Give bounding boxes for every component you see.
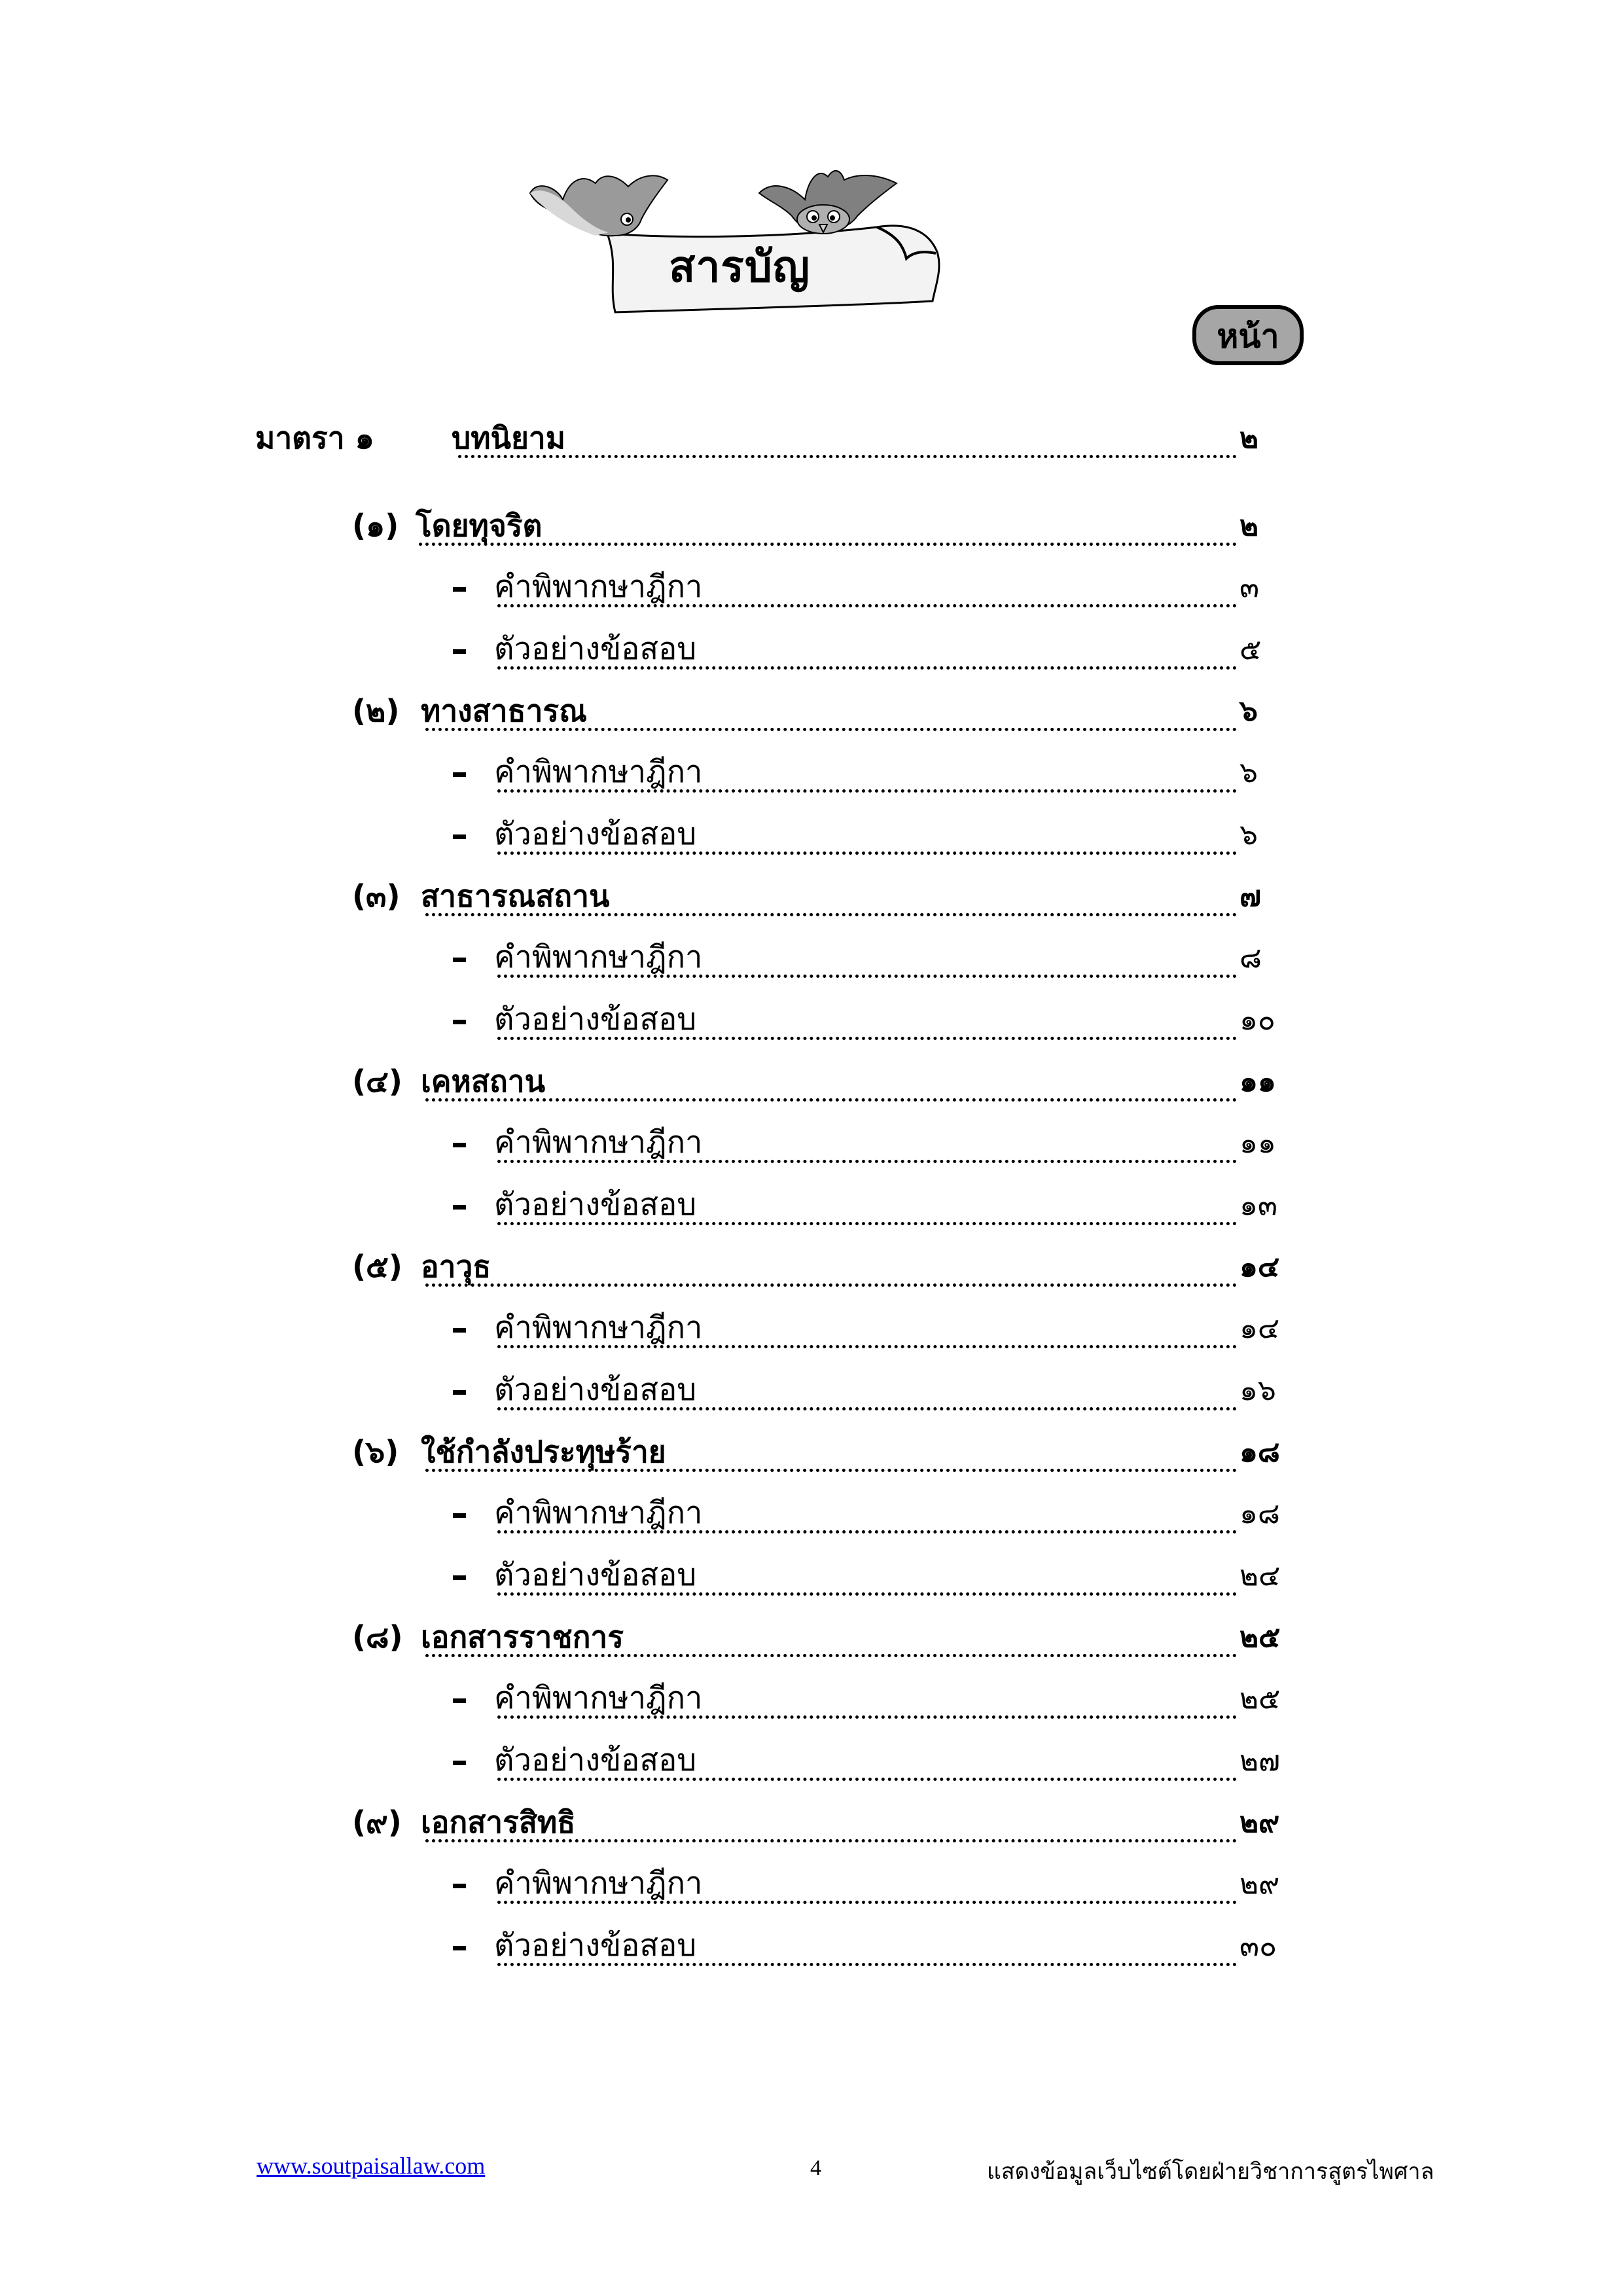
toc-subitem-row[interactable] [0,992,1623,1044]
page-number: ๒๗ [1240,1744,1281,1778]
page-number: ๒๙ [1240,1867,1280,1901]
page-number: ๒๙ [1240,1806,1280,1839]
toc-subitem-row[interactable] [0,929,1623,982]
page-number: ๖ [1240,756,1258,789]
dot-leader [425,1283,1237,1287]
toc-subitem-row[interactable] [0,1732,1623,1785]
item-title: ทางสาธารณ [421,696,590,726]
subitem-title: ตัวอย่างข้อสอบ [494,1560,699,1590]
footer-page-number: 4 [810,2156,821,2180]
bullet-dash-icon [453,1761,466,1765]
bullet-dash-icon [453,1390,466,1395]
bullet-dash-icon [453,649,466,654]
toc-item-row[interactable] [0,1794,1623,1846]
toc-subitem-row[interactable] [0,1670,1623,1723]
bullet-dash-icon [453,772,466,777]
footer-credit: แสดงข้อมูลเว็บไซต์โดยฝ่ายวิชาการสูตรไพศาล [987,2160,1435,2184]
toc-subitem-row[interactable] [0,621,1623,673]
subitem-title: คำพิพากษาฎีกา [494,1312,705,1343]
subitem-title: ตัวอย่างข้อสอบ [494,1189,699,1220]
toc-subitem-row[interactable] [0,1177,1623,1229]
item-number: (๕) [352,1249,402,1284]
dot-leader [425,1098,1237,1102]
toc-item-row[interactable] [0,868,1623,920]
bullet-dash-icon [453,1575,466,1580]
item-title: เคหสถาน [421,1066,548,1096]
item-title: โดยทุจริต [416,511,544,541]
item-number: (๔) [352,1064,402,1099]
subitem-title: คำพิพากษาฎีกา [494,942,705,973]
page-number: ๑๘ [1240,1497,1280,1530]
item-number: (๑) [352,508,399,543]
section-prefix: มาตรา ๑ [255,420,374,456]
subitem-title: คำพิพากษาฎีกา [494,757,705,787]
page-number: ๑๑ [1240,1065,1276,1098]
bullet-dash-icon [453,1328,466,1333]
subitem-title: ตัวอย่างข้อสอบ [494,634,699,664]
toc-subitem-row[interactable] [0,1547,1623,1600]
subitem-title: ตัวอย่างข้อสอบ [494,1374,699,1405]
subitem-title: ตัวอย่างข้อสอบ [494,1004,699,1035]
page-number: ๘ [1240,941,1262,975]
item-number: (๓) [352,878,401,914]
bullet-dash-icon [453,1884,466,1888]
bullet-dash-icon [453,587,466,592]
subitem-title: คำพิพากษาฎีกา [494,1868,705,1899]
page-number: ๓ [1240,571,1260,604]
page-number: ๕ [1240,633,1262,666]
toc-subitem-row[interactable] [0,1362,1623,1414]
subitem-title: คำพิพากษาฎีกา [494,1683,705,1713]
page-number: ๖ [1240,694,1258,728]
toc-section-row[interactable] [0,410,1623,462]
bullet-dash-icon [453,1205,466,1210]
website-link[interactable]: www.soutpaisallaw.com [257,2153,486,2179]
toc-item-row[interactable] [0,1053,1623,1105]
item-number: (๙) [352,1804,402,1840]
subitem-title: ตัวอย่างข้อสอบ [494,819,699,850]
page-number: ๖ [1240,818,1258,852]
toc-item-row[interactable] [0,1424,1623,1476]
toc-item-row[interactable] [0,1238,1623,1291]
page-number: ๑๖ [1240,1374,1276,1407]
subitem-title: ตัวอย่างข้อสอบ [494,1930,699,1961]
toc-item-row[interactable] [0,497,1623,550]
page-number: ๑๘ [1240,1435,1280,1469]
item-title: เอกสารสิทธิ [421,1807,578,1837]
page-number: ๒๔ [1240,1559,1281,1592]
subitem-title: ตัวอย่างข้อสอบ [494,1745,699,1776]
toc-item-row[interactable] [0,683,1623,735]
toc-subitem-row[interactable] [0,1918,1623,1970]
page-number: ๑๓ [1240,1189,1278,1222]
subitem-title: คำพิพากษาฎีกา [494,571,705,602]
page-column-badge: หน้า [1192,305,1304,365]
bullet-dash-icon [453,1513,466,1518]
toc-subitem-row[interactable] [0,1485,1623,1537]
item-title: ใช้กำลังประทุษร้าย [421,1437,669,1467]
page-number: ๑๑ [1240,1126,1276,1160]
toc-item-row[interactable] [0,1609,1623,1661]
page-number: ๒ [1240,422,1259,455]
bullet-dash-icon [453,1946,466,1950]
item-title: อาวุธ [421,1251,493,1282]
toc-subitem-row[interactable] [0,559,1623,611]
page-number: ๒ [1240,509,1259,543]
bullet-dash-icon [453,1143,466,1147]
page-number: ๑๐ [1240,1003,1275,1037]
bullet-dash-icon [453,958,466,962]
page-title: สารบัญ [669,242,810,292]
toc-subitem-row[interactable] [0,1856,1623,1908]
page-number: ๑๔ [1240,1250,1280,1283]
item-title: เอกสารราชการ [421,1622,626,1652]
bullet-dash-icon [453,834,466,839]
toc-subitem-row[interactable] [0,744,1623,797]
toc-subitem-row[interactable] [0,806,1623,859]
section-title: บทนิยาม [452,423,568,453]
page-number: ๒๕ [1240,1621,1281,1654]
page-footer [0,2152,1623,2191]
item-number: (๖) [352,1434,399,1469]
toc-subitem-row[interactable] [0,1300,1623,1352]
item-number: (๒) [352,693,400,728]
bullet-dash-icon [453,1698,466,1703]
subitem-title: คำพิพากษาฎีกา [494,1498,705,1528]
item-number: (๘) [352,1619,403,1655]
dot-leader [458,455,1237,458]
bullet-dash-icon [453,1020,466,1024]
page-number: ๒๕ [1240,1682,1281,1715]
page-number: ๓๐ [1240,1929,1277,1963]
item-title: สาธารณสถาน [421,881,612,911]
toc-subitem-row[interactable] [0,1115,1623,1167]
subitem-title: คำพิพากษาฎีกา [494,1127,705,1158]
page-number: ๗ [1240,880,1262,913]
page-number: ๑๔ [1240,1312,1280,1345]
